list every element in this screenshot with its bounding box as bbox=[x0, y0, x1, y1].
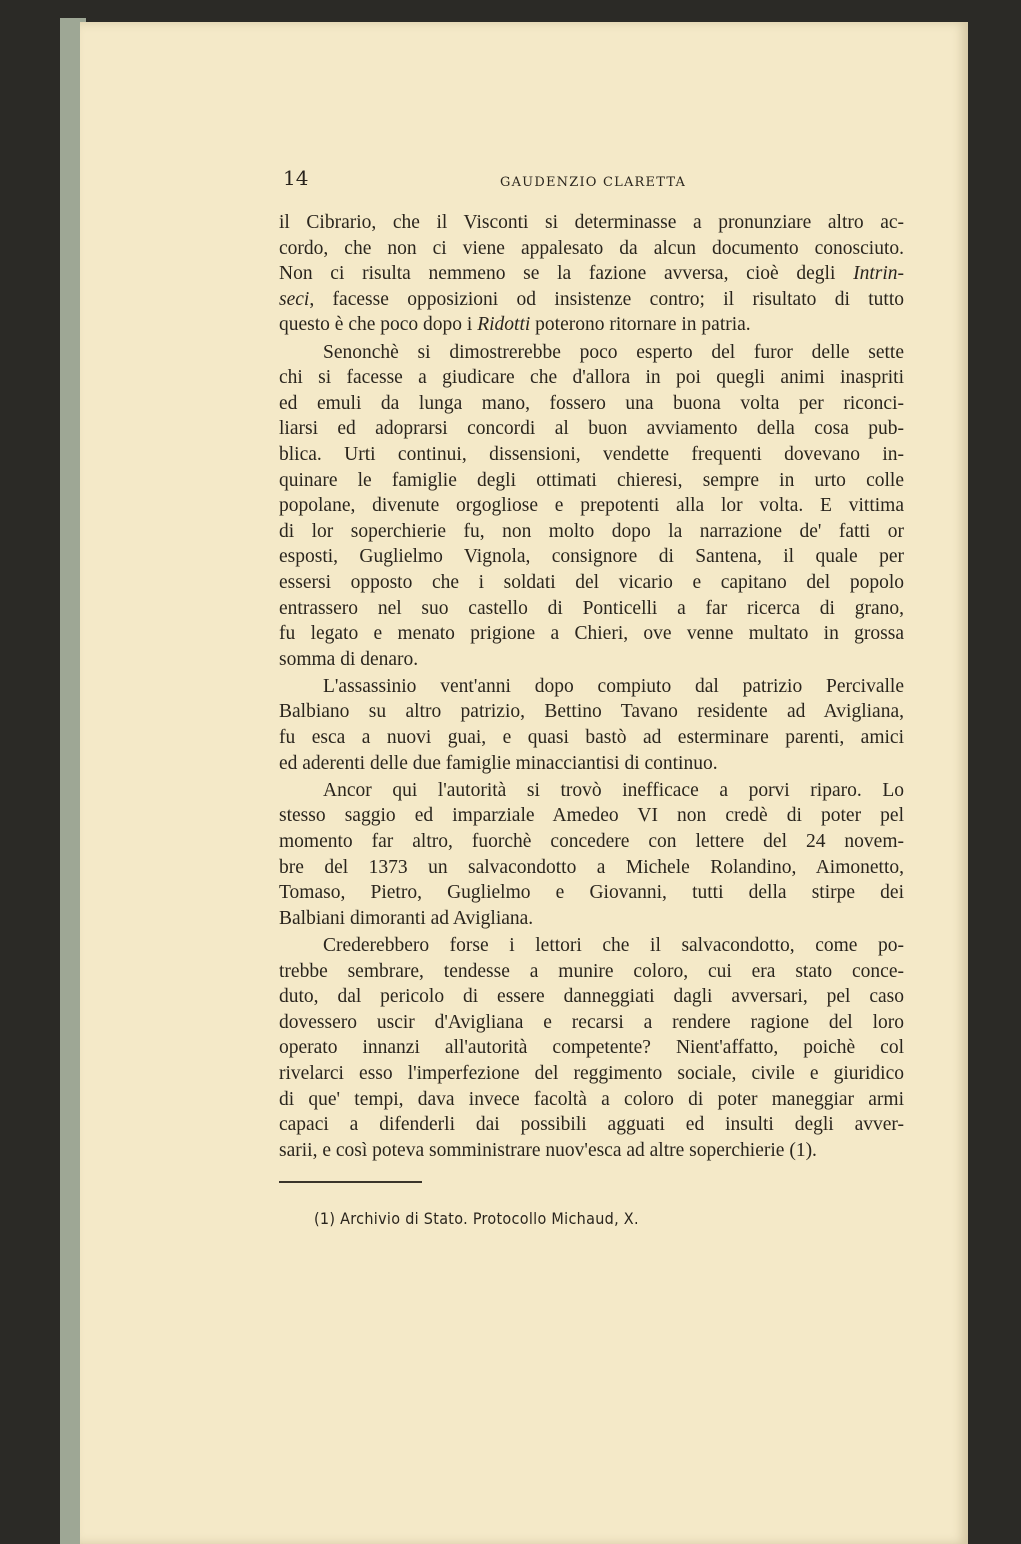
running-head: GAUDENZIO CLARETTA bbox=[500, 175, 687, 190]
text-line bbox=[279, 365, 904, 391]
text-line bbox=[279, 210, 904, 236]
text-line bbox=[279, 699, 904, 725]
text-line bbox=[279, 261, 904, 287]
text-run: fu esca a nuovi guai, e quasi bastò ad esterminare parenti, amici bbox=[279, 727, 904, 749]
footnote-rule bbox=[279, 1181, 422, 1183]
paragraph bbox=[279, 210, 904, 338]
text-run: esposti, Guglielmo Vignola, consignore di Santena, il quale per bbox=[279, 546, 904, 568]
text-run: Non ci risulta nemmeno se la fazione avversa, cioè degli bbox=[279, 263, 854, 285]
text-run: rivelarci esso l'imperfezione del reggimento sociale, civile e giuridico bbox=[279, 1062, 904, 1084]
text-line bbox=[279, 1138, 904, 1164]
text-run: Ancor qui l'autorità si trovò inefficace a porvi riparo. Lo bbox=[323, 779, 904, 801]
text-line bbox=[279, 751, 904, 777]
text-line bbox=[279, 1061, 904, 1087]
text-line bbox=[279, 1112, 904, 1138]
text-line bbox=[279, 647, 904, 673]
paragraph bbox=[279, 674, 904, 776]
text-line bbox=[279, 855, 904, 881]
text-run: cordo, che non ci viene appalesato da alcun documento conosciuto. bbox=[279, 237, 904, 259]
text-run: blica. Urti continui, dissensioni, vendette frequenti dovevano in- bbox=[279, 443, 904, 465]
text-run: poterono ritornare in patria. bbox=[530, 314, 751, 336]
text-line bbox=[279, 1010, 904, 1036]
text-line bbox=[279, 984, 904, 1010]
text-run: Senonchè si dimostrerebbe poco esperto del furor delle sette bbox=[323, 341, 904, 363]
text-run: ed aderenti delle due famiglie minacciantisi di continuo. bbox=[279, 752, 718, 774]
text-line bbox=[279, 778, 904, 804]
text-line bbox=[279, 803, 904, 829]
text-line bbox=[279, 674, 904, 700]
text-run: bre del 1373 un salvacondotto a Michele Rolandino, Aimonetto, bbox=[279, 856, 904, 878]
text-run: liarsi ed adoprarsi concordi al buon avviamento della cosa pub- bbox=[279, 418, 904, 440]
text-line bbox=[279, 416, 904, 442]
text-line bbox=[279, 933, 904, 959]
text-run: Balbiani dimoranti ad Avigliana. bbox=[279, 907, 534, 929]
text-run: essersi opposto che i soldati del vicario e capitano del popolo bbox=[279, 571, 904, 593]
italic-text: Ridotti bbox=[477, 314, 531, 336]
text-run: sarii, e così poteva somministrare nuov'esca ad altre soperchierie (1). bbox=[279, 1139, 817, 1161]
text-run: fu legato e menato prigione a Chieri, ove venne multato in grossa bbox=[279, 623, 904, 645]
text-run: Tomaso, Pietro, Guglielmo e Giovanni, tutti della stirpe dei bbox=[279, 882, 904, 904]
text-run: , facesse opposizioni od insistenze contro; il risultato di tutto bbox=[309, 288, 904, 310]
text-run: popolane, divenute orgogliose e prepotenti alla lor volta. E vittima bbox=[279, 495, 904, 517]
text-run: di que' tempi, dava invece facoltà a coloro di poter maneggiar armi bbox=[279, 1088, 904, 1110]
text-line bbox=[279, 544, 904, 570]
paragraph bbox=[279, 933, 904, 1163]
text-run: ed emuli da lunga mano, fossero una buona volta per riconci- bbox=[279, 392, 904, 414]
text-line bbox=[279, 340, 904, 366]
text-run: il Cibrario, che il Visconti si determinasse a pronunziare altro ac- bbox=[279, 212, 904, 233]
italic-text: seci bbox=[279, 288, 310, 310]
text-line bbox=[279, 287, 904, 313]
text-line bbox=[279, 493, 904, 519]
text-run: Balbiano su altro patrizio, Bettino Tavano residente ad Avigliana, bbox=[279, 701, 904, 723]
text-line bbox=[279, 468, 904, 494]
text-run: somma di denaro. bbox=[279, 648, 419, 670]
text-run: dovessero uscir d'Avigliana e recarsi a rendere ragione del loro bbox=[279, 1011, 904, 1033]
text-line bbox=[279, 570, 904, 596]
text-run: entrassero nel suo castello di Ponticelli a far ricerca di grano, bbox=[279, 597, 904, 619]
text-run: stesso saggio ed imparziale Amedeo VI non credè di poter pel bbox=[279, 805, 904, 827]
text-run: capaci a difenderli dai possibili agguati ed insulti degli avver- bbox=[279, 1114, 904, 1136]
text-line bbox=[279, 959, 904, 985]
text-line bbox=[279, 312, 904, 338]
text-line bbox=[279, 596, 904, 622]
italic-text: Intrin- bbox=[853, 263, 904, 285]
text-run: duto, dal pericolo di essere danneggiati dagli avversari, pel caso bbox=[279, 986, 904, 1008]
text-run: di lor soperchierie fu, non molto dopo la narrazione de' fatti or bbox=[279, 520, 904, 542]
text-run: questo è che poco dopo i bbox=[279, 314, 478, 336]
text-run: Crederebbero forse i lettori che il salvacondotto, come po- bbox=[323, 935, 904, 956]
page-number: 14 bbox=[283, 166, 309, 190]
text-line bbox=[279, 880, 904, 906]
text-run: chi si facesse a giudicare che d'allora in poi quegli animi inaspriti bbox=[279, 367, 904, 389]
text-line bbox=[279, 829, 904, 855]
paragraph bbox=[279, 340, 904, 673]
text-line bbox=[279, 725, 904, 751]
text-line bbox=[279, 1087, 904, 1113]
text-run: trebbe sembrare, tendesse a munire coloro, cui era stato conce- bbox=[279, 960, 904, 982]
text-line bbox=[279, 442, 904, 468]
text-line bbox=[279, 621, 904, 647]
text-line bbox=[279, 519, 904, 545]
text-run: momento far altro, fuorchè concedere con lettere del 24 novem- bbox=[279, 831, 904, 853]
text-run: L'assassinio vent'anni dopo compiuto dal patrizio Percivalle bbox=[323, 675, 904, 697]
body-text bbox=[279, 210, 904, 1165]
text-run: operato innanzi all'autorità competente? Nient'affatto, poichè col bbox=[279, 1037, 904, 1059]
footnote: (1) Archivio di Stato. Protocollo Michaud, X. bbox=[314, 1209, 639, 1228]
text-run: quinare le famiglie degli ottimati chieresi, sempre in urto colle bbox=[279, 469, 904, 491]
text-line bbox=[279, 236, 904, 262]
text-line bbox=[279, 391, 904, 417]
text-line bbox=[279, 906, 904, 932]
text-line bbox=[279, 1035, 904, 1061]
paragraph bbox=[279, 778, 904, 932]
